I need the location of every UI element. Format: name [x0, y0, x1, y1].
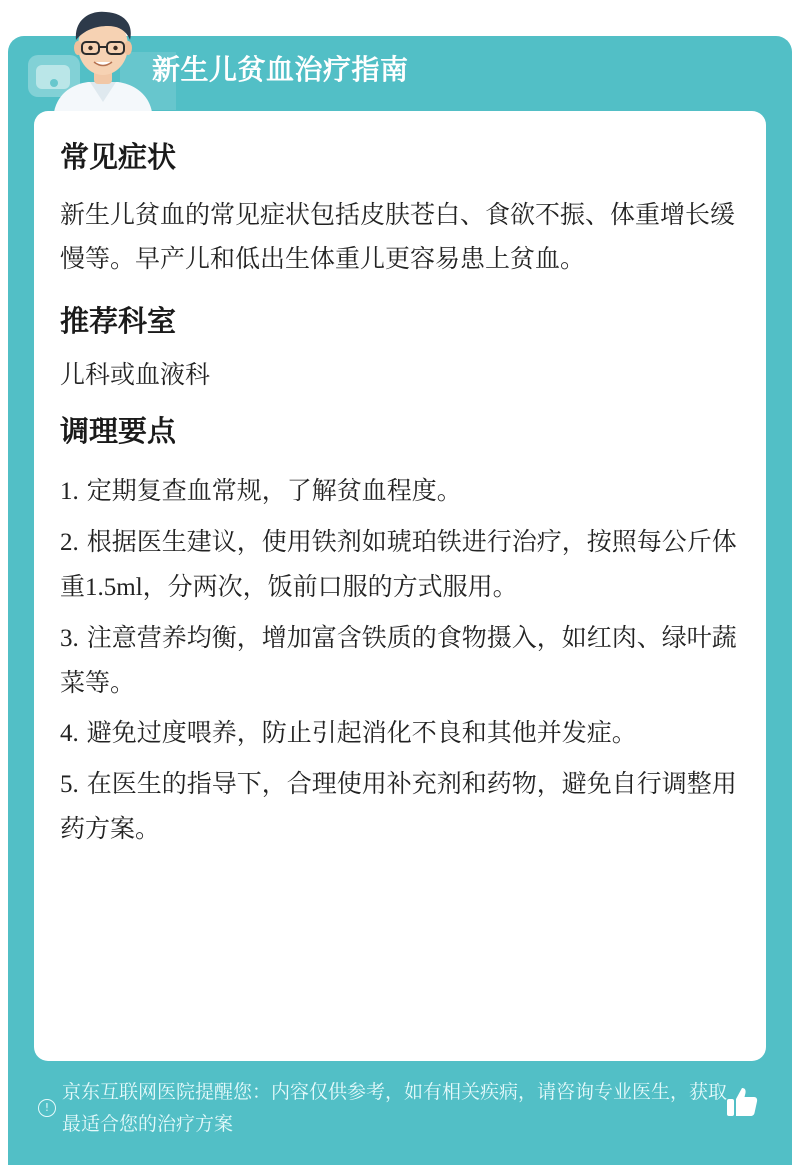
list-item [60, 616, 740, 705]
page-title: 新生儿贫血治疗指南 [152, 53, 409, 86]
list-item-text: ，分两次，饭前口服的方式服用。 [142, 572, 518, 601]
thumbs-up-icon[interactable] [724, 1084, 760, 1120]
department-text: 儿科或血液科 [60, 360, 211, 389]
footer-disclaimer: 京东互联网医院提醒您：内容仅供参考，如有相关疾病，请咨询专业医生，获取最适合您的治疗方案 [62, 1081, 728, 1135]
list-item-text: 注意营养均衡，增加富含铁质的食物摄入，如红肉、绿叶蔬菜等。 [60, 623, 737, 697]
symptoms-text: 新生儿贫血的常见症状包括皮肤苍白、食欲不振、体重增长缓慢等。早产儿和低出生体重儿更容易患上贫血。 [60, 200, 736, 273]
list-item-text: 根据医生建议，使用铁剂如琥珀铁进行治疗，按照每公斤体重 [60, 527, 737, 601]
dose-value: 1.5ml [85, 574, 143, 601]
list-item-text: 定期复查血常规，了解贫血程度。 [86, 476, 462, 505]
list-item [60, 762, 740, 851]
list-item-number: 5. [60, 771, 79, 798]
list-item-text: 在医生的指导下，合理使用补充剂和药物，避免自行调整用药方案。 [60, 769, 737, 843]
content-card [34, 111, 766, 1061]
list-item-number: 3. [60, 625, 79, 652]
list-item-number: 2. [60, 529, 79, 556]
list-item [60, 520, 740, 610]
list-item-text: 避免过度喂养，防止引起消化不良和其他并发症。 [86, 718, 637, 747]
doctor-avatar [48, 6, 158, 112]
list-item [60, 469, 740, 514]
list-item-number: 1. [60, 478, 79, 505]
section-heading-care-points: 调理要点 [60, 414, 177, 448]
info-icon: ! [38, 1099, 56, 1117]
list-item [60, 711, 740, 756]
list-item-number: 4. [60, 720, 79, 747]
section-heading-symptoms: 常见症状 [60, 140, 177, 174]
section-heading-department: 推荐科室 [60, 304, 177, 338]
